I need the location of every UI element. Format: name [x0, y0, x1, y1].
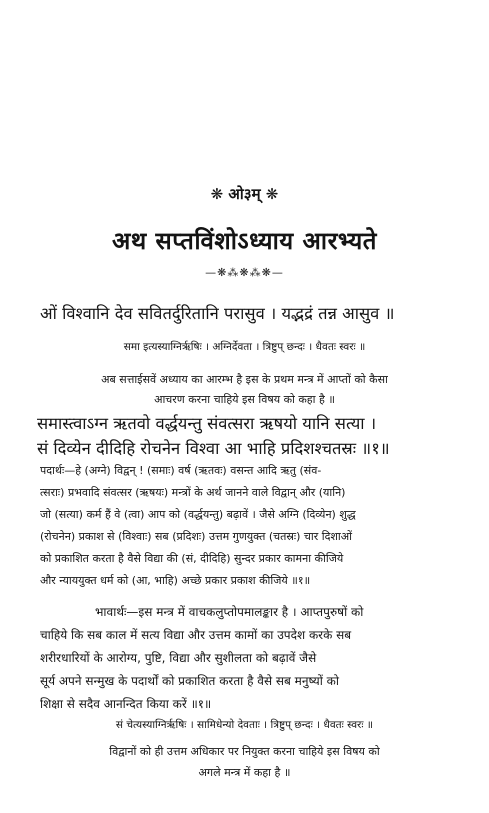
padartha-line-5: को प्रकाशित करता है वैसे विद्या की (सं, दीदिहि) सुन्दर प्रकार कामना कीजिये: [40, 552, 344, 565]
intro-line-1: अब सत्ताईसवें अध्याय का आरम्भ है इस के प्रथम मन्त्र में आप्तों को कैसा: [101, 373, 388, 386]
padartha-line-4: (रोचनेन) प्रकाश से (विश्वाः) सब (प्रदिशः) उत्तम गुणयुक्त (चतस्रः) चार दिशाओं: [40, 530, 353, 543]
bhavartha-line-5: शिक्षा से सदैव आनन्दित किया करें ॥१॥: [40, 697, 212, 711]
padartha-line-1: पदार्थः—हे (अग्ने) विद्वन् ! (समाः) वर्ष (ऋतवः) वसन्त आदि ऋतु (संव-: [40, 464, 322, 477]
bhavartha-line-3: शरीरधारियों के आरोग्य, पुष्टि, विद्या और सुशीलता को बढ़ावें जैसे: [40, 651, 317, 665]
bhavartha-line-2: चाहिये कि सब काल में सत्य विद्या और उत्तम कामों का उपदेश करके सब: [40, 628, 352, 642]
chapter-title: अथ सप्तविंशोऽध्याय आरभ्यते: [112, 227, 377, 255]
next-mantra-meta: सं चेत्यस्याग्निर्ऋषिः । सामिधेन्यो देवताः । त्रिष्टुप् छन्दः । धैवतः स्वरः ॥: [115, 719, 374, 731]
bhavartha-line-4: सूर्य अपने सन्मुख के पदार्थों को प्रकाशित करता है वैसे सब मनुष्यों को: [40, 674, 339, 688]
bhavartha-line-1: भावार्थः—इस मन्त्र में वाचकलुप्तोपमालङ्कार है । आप्तपुरुषों को: [95, 605, 364, 619]
om-heading: ❋ ओ३म् ❋: [210, 185, 279, 203]
ornament-divider: —❋⁂❋⁂❋—: [205, 266, 284, 279]
verse-line-1: समास्त्वाऽग्न ऋतवो वर्द्धयन्तु संवत्सरा ऋषयो यानि सत्या ।: [37, 414, 377, 433]
padartha-line-6: और न्याययुक्त धर्म को (आ, भाहि) अच्छे प्रकार प्रकाश कीजिये ॥१॥: [40, 574, 311, 587]
next-intro-line-2: अगले मन्त्र में कहा है ॥: [198, 766, 291, 779]
padartha-line-2: त्सराः) प्रभवादि संवत्सर (ऋषयः) मन्त्रों के अर्थ जानने वाले विद्वान् और (यानि): [40, 486, 346, 499]
padartha-line-3: जो (सत्या) कर्म हैं वे (त्वा) आप को (वर्द्धयन्तु) बढ़ावें । जैसे अग्नि (दिव्येन) शुद्ध: [40, 508, 356, 521]
verse-line-2: सं दिव्येन दीदिहि रोचनेन विश्वा आ भाहि प्रदिशश्चतस्रः ॥१॥: [37, 439, 390, 458]
mantra-meta: समा इत्यस्याग्निर्ऋषिः । अग्निर्देवता । त्रिष्टुप् छन्दः । धैवतः स्वरः ॥: [123, 341, 366, 353]
opening-mantra: ओं विश्वानि देव सवितर्दुरितानि परासुव । यद्भद्रं तन्न आसुव ॥: [40, 304, 395, 323]
intro-line-2: आचरण करना चाहिये इस विषय को कहा है ॥: [154, 393, 335, 406]
next-intro-line-1: विद्वानों को ही उत्तम अधिकार पर नियुक्त करना चाहिये इस विषय को: [109, 745, 380, 758]
